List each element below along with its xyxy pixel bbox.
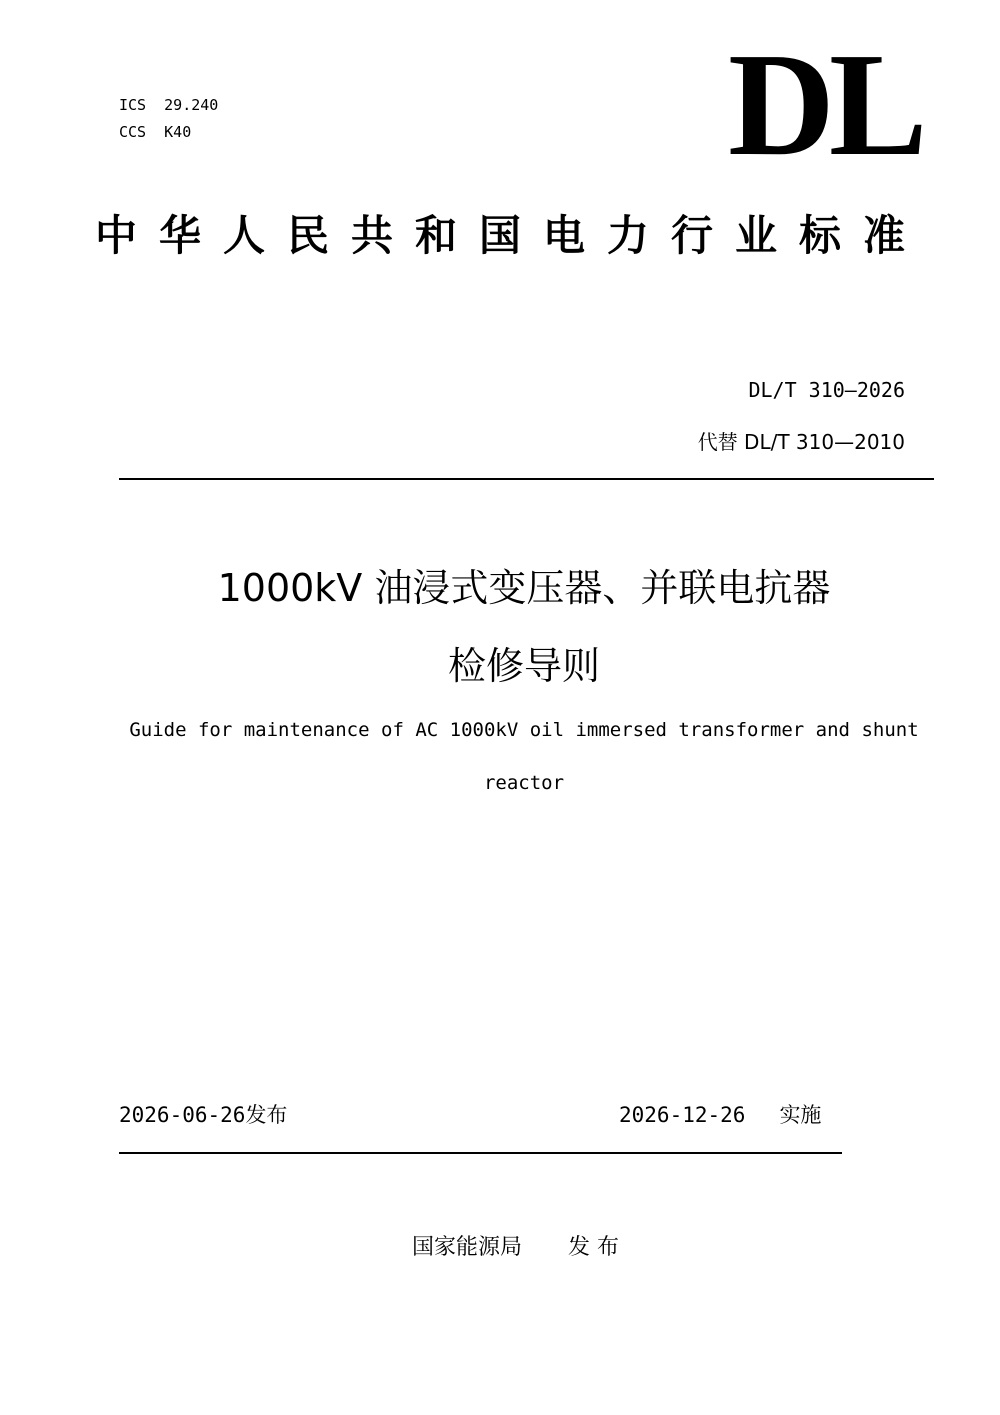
chinese-title-line-2: 检修导则 [447,644,600,688]
issue-date-block [119,1101,287,1129]
implementation-date-block [619,1101,821,1129]
issue-label: 发布 [245,1103,288,1127]
top-divider [119,478,934,480]
english-title-line-2: reactor [483,772,565,794]
chinese-title-line-1: 1000kV 油浸式变压器、并联电抗器 [217,566,831,610]
implementation-label: 实施 [779,1103,822,1127]
dl-logo: DL [728,23,922,187]
ccs-code: CCS K40 [119,123,192,141]
publisher-block [412,1233,619,1263]
issue-date: 2026-06-26 [119,1103,246,1127]
publisher-name: 国家能源局 [412,1235,523,1260]
standard-number: DL/T 310—2026 [748,378,905,402]
publisher-action: 发 布 [568,1235,620,1260]
implementation-date: 2026-12-26 [619,1103,746,1127]
bottom-divider [119,1152,842,1154]
english-title-line-1: Guide for maintenance of AC 1000kV oil immersed transformer and shunt [129,719,919,741]
replaces-standard: 代替 DL/T 310—2010 [697,430,905,454]
standard-type-title: 中华人民共和国电力行业标准 [94,211,927,260]
ics-code: ICS 29.240 [119,96,219,114]
